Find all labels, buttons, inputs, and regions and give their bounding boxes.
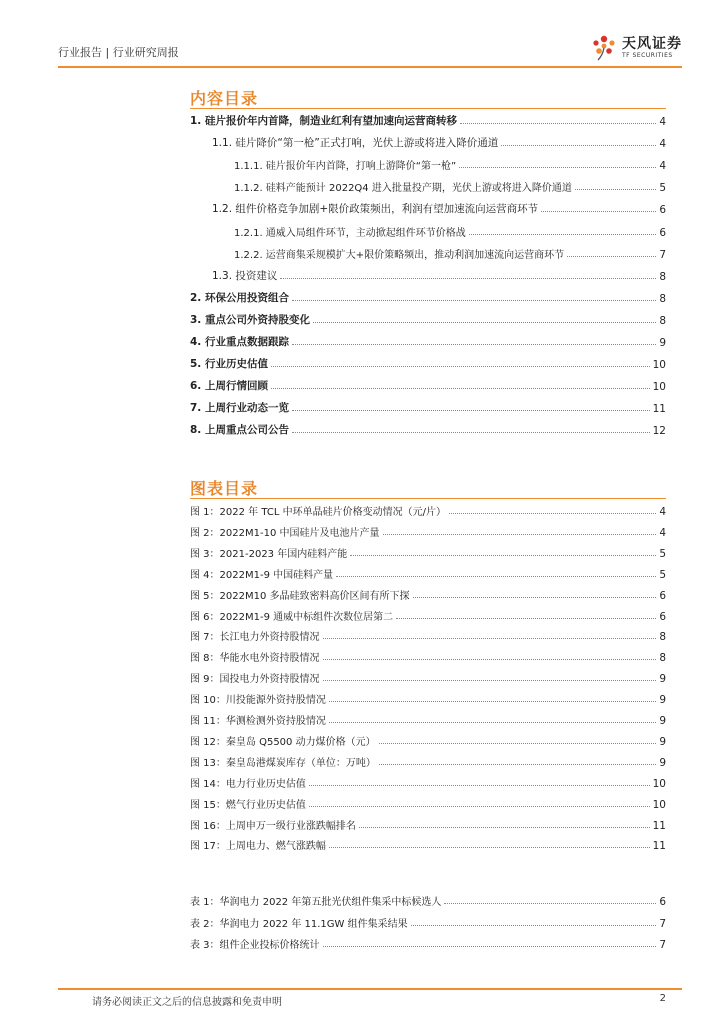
dot-leader — [323, 946, 657, 947]
table-entry-page: 6 — [659, 896, 666, 908]
dot-leader — [413, 597, 657, 598]
dot-leader — [350, 555, 656, 556]
toc-entry[interactable] — [212, 134, 666, 150]
toc-entry-label: 2. 环保公用投资组合 — [190, 291, 289, 304]
toc-entry-page: 10 — [652, 381, 666, 394]
dot-leader — [271, 388, 650, 389]
table-entry-label: 表 2：华润电力 2022 年 11.1GW 组件集采结果 — [190, 918, 408, 930]
toc-entry-page: 8 — [659, 292, 666, 305]
dot-leader — [383, 534, 657, 535]
toc-entry[interactable] — [190, 112, 666, 128]
figure-entry[interactable] — [190, 732, 666, 748]
figure-entry-label: 图 7：长江电力外资持股情况 — [190, 632, 320, 644]
toc-entry-page: 8 — [659, 270, 666, 283]
toc-entry-label: 3. 重点公司外资持股变化 — [190, 313, 310, 326]
figure-entry-label: 图 11：华测检测外资持股情况 — [190, 716, 326, 727]
figure-entry[interactable] — [190, 795, 666, 811]
logo-name-en: TF SECURITIES — [622, 52, 673, 59]
figure-entry-label: 图 6：2022M1-9 通威中标组件次数位居第二 — [190, 611, 394, 623]
figure-entry-label: 图 4：2022M1-9 中国硅料产量 — [190, 569, 334, 581]
dot-leader — [329, 701, 656, 702]
toc-entry-page: 7 — [659, 248, 666, 261]
figure-entry-label: 图 12：秦皇岛 Q5500 动力煤价格（元） — [190, 736, 376, 748]
toc-entry-page: 11 — [652, 403, 666, 416]
figure-entry[interactable] — [190, 836, 666, 852]
toc-title: 内容目录 — [190, 89, 259, 108]
dot-leader — [313, 322, 656, 323]
dot-leader — [396, 618, 656, 619]
table-entry-label: 表 3：组件企业投标价格统计 — [190, 940, 320, 951]
figure-entry[interactable] — [190, 711, 666, 727]
figure-entry-page: 8 — [659, 652, 666, 665]
figure-entry-label: 图 1：2022 年 TCL 中环单晶硅片价格变动情况（元/片） — [190, 507, 446, 518]
toc-entry-page: 4 — [659, 138, 666, 151]
dot-leader — [309, 785, 650, 786]
dot-leader — [460, 123, 656, 124]
dot-leader — [329, 847, 650, 848]
dot-leader — [323, 638, 657, 639]
figure-entry[interactable] — [190, 565, 666, 581]
figure-entry[interactable] — [190, 669, 666, 685]
dot-leader — [411, 925, 657, 926]
figure-entry-page: 11 — [652, 840, 666, 853]
footer-divider — [58, 988, 682, 990]
figure-entry-page: 10 — [652, 798, 666, 811]
disclaimer-text: 请务必阅读正文之后的信息披露和免责申明 — [92, 997, 282, 1008]
figure-entry[interactable] — [190, 502, 666, 518]
logo-name-cn: 天风证券 — [622, 36, 682, 52]
toc-entry-label: 1. 硅片报价年内首降，制造业红利有望加速向运营商转移 — [190, 115, 457, 127]
figure-entry-page: 4 — [659, 506, 666, 518]
dot-leader — [292, 432, 650, 433]
figure-entry-page: 5 — [659, 547, 666, 560]
figure-entry-label: 图 16：上周申万一级行业涨跌幅排名 — [190, 820, 356, 832]
figure-entry-page: 6 — [659, 589, 666, 602]
figure-entry-label: 图 17：上周电力、燃气涨跌幅 — [190, 841, 326, 853]
figure-entry[interactable] — [190, 690, 666, 706]
toc-entry[interactable] — [234, 245, 666, 261]
figure-entry-page: 5 — [659, 568, 666, 581]
dot-leader — [567, 256, 656, 257]
report-category: 行业报告 | 行业研究周报 — [58, 46, 179, 59]
figure-entry-label: 图 5：2022M10 多晶硅致密料高价区间有所下探 — [190, 590, 410, 602]
toc-entry-label: 1.1. 硅片降价“第一枪”正式打响，光伏上游或将进入降价通道 — [212, 137, 499, 150]
toc-entry[interactable] — [212, 200, 666, 216]
toc-entry-page: 5 — [659, 182, 666, 195]
toc-entry[interactable] — [234, 178, 666, 194]
toc-entry[interactable] — [190, 355, 666, 371]
toc-entry-label: 7. 上周行业动态一览 — [190, 402, 289, 415]
toc-entry[interactable] — [234, 156, 666, 172]
figure-entry-page: 9 — [659, 756, 666, 769]
header-divider — [58, 66, 682, 68]
dot-leader — [271, 366, 650, 367]
toc-entry-page: 4 — [659, 160, 666, 173]
dot-leader — [379, 743, 657, 744]
figures-title: 图表目录 — [190, 479, 259, 498]
figure-entry[interactable] — [190, 627, 666, 643]
page-number: 2 — [659, 993, 666, 1004]
figure-entry-page: 10 — [652, 777, 666, 790]
flower-logo-icon — [590, 34, 618, 62]
figure-entry-page: 9 — [659, 694, 666, 707]
dot-leader — [444, 903, 656, 904]
dot-leader — [292, 344, 656, 345]
dot-leader — [359, 827, 650, 828]
toc-entry[interactable] — [190, 333, 666, 349]
toc-entry-label: 1.2.2. 运营商集采规模扩大+限价策略频出，推动利润加速流向运营商环节 — [234, 249, 565, 261]
figure-entry-label: 图 10：川投能源外资持股情况 — [190, 695, 326, 707]
toc-entry-page: 10 — [652, 359, 666, 372]
toc-entry[interactable] — [190, 377, 666, 393]
table-entry-page: 7 — [659, 939, 666, 951]
page-header — [58, 34, 682, 68]
table-entry[interactable] — [190, 914, 666, 930]
figure-entry-label: 图 8：华能水电外资持股情况 — [190, 653, 320, 665]
figure-entry[interactable] — [190, 523, 666, 539]
toc-entry-label: 1.1.2. 硅料产能预计 2022Q4 进入批量投产期，光伏上游或将进入降价通道 — [234, 183, 572, 195]
figure-entry-page: 9 — [659, 735, 666, 748]
toc-entry[interactable] — [190, 311, 666, 327]
toc-entry-page: 4 — [659, 116, 666, 128]
figure-entry-page: 6 — [659, 610, 666, 623]
toc-entry-label: 1.2. 组件价格竞争加剧+限价政策频出，利润有望加速流向运营商环节 — [212, 203, 539, 216]
dot-leader — [309, 806, 650, 807]
toc-entry-label: 5. 行业历史估值 — [190, 358, 268, 371]
toc-entry-page: 12 — [652, 425, 666, 438]
toc-entry-page: 6 — [659, 204, 666, 217]
figure-entry[interactable] — [190, 544, 666, 560]
figure-entry-label: 图 14：电力行业历史估值 — [190, 778, 306, 790]
figure-entry-label: 图 3：2021-2023 年国内硅料产能 — [190, 548, 348, 560]
figure-entry-label: 图 2：2022M1-10 中国硅片及电池片产量 — [190, 527, 380, 539]
dot-leader — [469, 234, 657, 235]
dot-leader — [323, 659, 657, 660]
dot-leader — [541, 211, 656, 212]
table-entry[interactable] — [190, 892, 666, 908]
toc-entry[interactable] — [190, 399, 666, 415]
toc-entry-page: 9 — [659, 337, 666, 349]
toc-entry-label: 4. 行业重点数据跟踪 — [190, 336, 289, 348]
figure-entry-page: 9 — [659, 715, 666, 727]
dot-leader — [459, 167, 656, 168]
figure-entry-page: 11 — [652, 819, 666, 832]
figure-entry[interactable] — [190, 816, 666, 832]
table-entry[interactable] — [190, 935, 666, 951]
figures-title-divider — [190, 498, 666, 499]
dot-leader — [292, 300, 656, 301]
toc-entry[interactable] — [234, 223, 666, 239]
dot-leader — [575, 189, 656, 190]
dot-leader — [280, 278, 656, 279]
toc-entry-label: 1.1.1. 硅片报价年内首降，打响上游降价“第一枪” — [234, 161, 457, 173]
toc-entry-label: 1.2.1. 通威入局组件环节，主动掀起组件环节价格战 — [234, 227, 466, 239]
figure-entry[interactable] — [190, 753, 666, 769]
figure-entry-label: 图 15：燃气行业历史估值 — [190, 799, 306, 811]
dot-leader — [449, 513, 656, 514]
toc-entry[interactable] — [190, 421, 666, 437]
figure-entry[interactable] — [190, 774, 666, 790]
toc-entry-page: 6 — [659, 226, 666, 239]
company-logo — [590, 34, 682, 62]
dot-leader — [379, 764, 656, 765]
toc-entry-label: 8. 上周重点公司公告 — [190, 424, 289, 437]
figure-entry[interactable] — [190, 586, 666, 602]
figure-entry-label: 图 9：国投电力外资持股情况 — [190, 674, 320, 686]
toc-title-divider — [190, 108, 666, 109]
table-entry-page: 7 — [659, 917, 666, 930]
toc-entry[interactable] — [190, 289, 666, 305]
toc-entry-label: 6. 上周行情回顾 — [190, 380, 268, 393]
figure-entry-page: 8 — [659, 631, 666, 644]
dot-leader — [292, 410, 650, 411]
dot-leader — [323, 680, 657, 681]
toc-entry-label: 1.3. 投资建议 — [212, 269, 278, 282]
figure-entry[interactable] — [190, 648, 666, 664]
figure-entry-page: 4 — [659, 526, 666, 539]
table-entry-label: 表 1：华润电力 2022 年第五批光伏组件集采中标候选人 — [190, 897, 442, 908]
dot-leader — [336, 576, 656, 577]
figure-entry-label: 图 13：秦皇岛港煤炭库存（单位：万吨） — [190, 757, 376, 769]
dot-leader — [329, 722, 656, 723]
figure-entry-page: 9 — [659, 673, 666, 686]
figure-entry[interactable] — [190, 607, 666, 623]
toc-entry-page: 8 — [659, 314, 666, 327]
dot-leader — [501, 145, 656, 146]
toc-entry[interactable] — [212, 267, 666, 283]
